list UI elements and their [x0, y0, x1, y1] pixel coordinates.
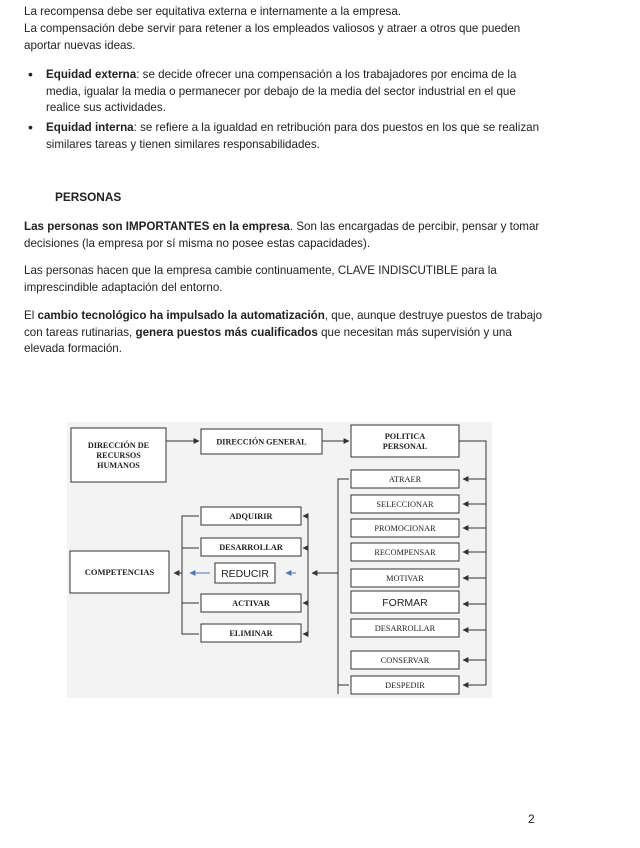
middle-activar-label: ACTIVAR [232, 599, 270, 608]
middle-reducir-label: REDUCIR [221, 568, 269, 580]
intro-line-2: La compensación debe servir para retener a los empleados valiosos y atraer a otros que pueden aportar nuevas ideas. [24, 22, 521, 52]
right-seleccionar-label: SELECCIONAR [376, 500, 434, 509]
section-heading: PERSONAS [55, 190, 122, 204]
right-conservar-label: CONSERVAR [380, 656, 430, 665]
paragraph-text: , que, aunque destruye puestos de trabajo con tareas rutinarias, [24, 309, 543, 339]
bullet-term: Equidad externa [46, 68, 137, 81]
bullet-separator: : [133, 121, 141, 134]
bullet-dot: • [28, 119, 33, 135]
rrhh-label: DIRECCIÓN DE [87, 441, 150, 450]
bullet-text: se refiere a la igualdad en retribución para dos puestos en los que se realizan similares tareas y tienen similares responsabilidades. [46, 121, 540, 151]
right-motivar-label: MOTIVAR [386, 574, 424, 583]
right-promocionar-label: PROMOCIONAR [374, 524, 436, 533]
rrhh-label: HUMANOS [97, 461, 140, 470]
right-recompensar-label: RECOMPENSAR [374, 548, 436, 557]
middle-adquirir-label: ADQUIRIR [229, 512, 273, 521]
bullet-term: Equidad interna [46, 121, 134, 134]
politica-personal-label: POLITICA [384, 432, 426, 441]
paragraph-bold: cambio tecnológico ha impulsado la automatización [37, 309, 325, 322]
paragraph-bold: genera puestos más cualificados [135, 325, 318, 339]
paragraph-text: que necesitan más supervisión y una elevada formación. [24, 325, 512, 355]
bullet-dot: • [28, 66, 33, 82]
middle-eliminar-label: ELIMINAR [229, 629, 273, 638]
politica-personal-label: PERSONAL [382, 442, 428, 451]
right-desarrollar-label: DESARROLLAR [374, 624, 436, 633]
competencias-label: COMPETENCIAS [84, 567, 155, 577]
intro-line-1: La recompensa debe ser equitativa externa e internamente a la empresa. [24, 5, 402, 18]
rrhh-label: RECURSOS [96, 451, 141, 460]
right-atraer-label: ATRAER [388, 475, 422, 484]
paragraph-cambio: Las personas hacen que la empresa cambie continuamente, CLAVE INDISCUTIBLE para la imprescindible adaptación del entorno. [24, 264, 497, 294]
bullet-text: se decide ofrecer una compensación a los trabajadores por encima de la media, igualar la media o permanecer por debajo de la media del sector industrial en el que realice sus actividades. [46, 68, 517, 114]
paragraph-bold: Las personas son IMPORTANTES en la empresa [24, 220, 290, 233]
right-formar-label: FORMAR [382, 597, 428, 609]
bullet-separator: : [136, 68, 143, 81]
politica-personal-box [351, 425, 459, 457]
right-despedir-label: DESPEDIR [385, 681, 425, 690]
paragraph-text: El [24, 309, 38, 322]
page-number: 2 [528, 812, 535, 826]
paragraph-text: . Son las encargadas de percibir, pensar y tomar decisiones (la empresa por sí misma no posee estas capacidades). [24, 220, 540, 250]
middle-desarrollar-label: DESARROLLAR [219, 543, 283, 552]
direccion-general-label: DIRECCIÓN GENERAL [216, 437, 307, 447]
